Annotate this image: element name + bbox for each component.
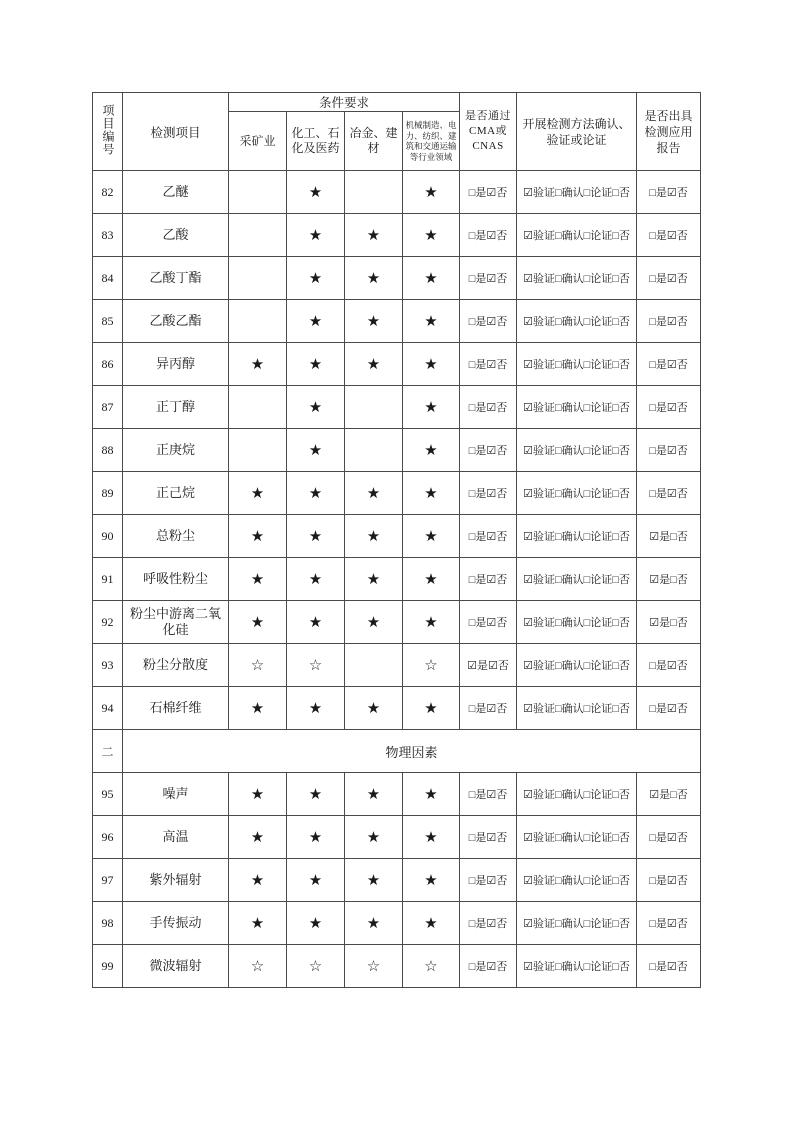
section-number: 二 [93,730,123,773]
project-id: 97 [93,859,123,902]
report-checkboxes: □是☑否 [637,214,701,257]
industry-mark-cell: ★ [287,859,345,902]
industry-mark-cell: ★ [287,300,345,343]
cma-checkboxes: □是☑否 [460,816,517,859]
industry-mark-cell: ★ [345,773,403,816]
cma-checkboxes: □是☑否 [460,859,517,902]
project-id: 88 [93,429,123,472]
industry-mark-cell: ★ [287,816,345,859]
method-checkboxes: ☑验证□确认□论证□否 [517,300,637,343]
method-checkboxes: ☑验证□确认□论证□否 [517,945,637,988]
industry-mark-cell: ★ [345,687,403,730]
report-checkboxes: ☑是□否 [637,601,701,644]
industry-mark-cell: ★ [345,343,403,386]
report-checkboxes: □是☑否 [637,429,701,472]
detection-item-name: 呼吸性粉尘 [123,558,229,601]
industry-mark-cell: ★ [229,773,287,816]
method-checkboxes: ☑验证□确认□论证□否 [517,644,637,687]
table-row [93,859,701,902]
table-row [93,300,701,343]
industry-mark-cell [229,386,287,429]
industry-mark-cell: ★ [229,343,287,386]
project-id: 92 [93,601,123,644]
industry-mark-cell: ★ [287,902,345,945]
project-id: 87 [93,386,123,429]
industry-mark-cell: ★ [403,515,460,558]
method-checkboxes: ☑验证□确认□论证□否 [517,429,637,472]
industry-mark-cell: ★ [403,558,460,601]
table-body [93,171,701,988]
detection-item-name: 手传振动 [123,902,229,945]
table-row [93,472,701,515]
col-header-industry-chemical: 化工、石化及医药 [287,112,345,171]
industry-mark-cell: ★ [345,515,403,558]
report-checkboxes: ☑是□否 [637,558,701,601]
cma-checkboxes: □是☑否 [460,343,517,386]
col-header-project-id [93,93,123,171]
industry-mark-cell: ★ [287,429,345,472]
detection-item-name: 正己烷 [123,472,229,515]
detection-item-name: 乙酸 [123,214,229,257]
industry-mark-cell: ★ [229,601,287,644]
cma-checkboxes: □是☑否 [460,214,517,257]
project-id: 86 [93,343,123,386]
project-id: 83 [93,214,123,257]
cma-checkboxes: □是☑否 [460,601,517,644]
method-checkboxes: ☑验证□确认□论证□否 [517,687,637,730]
industry-mark-cell: ★ [229,902,287,945]
industry-mark-cell: ★ [287,386,345,429]
industry-mark-cell: ★ [345,300,403,343]
table-row [93,644,701,687]
report-checkboxes: □是☑否 [637,687,701,730]
method-checkboxes: ☑验证□确认□论证□否 [517,171,637,214]
table-row [93,515,701,558]
industry-mark-cell: ★ [403,902,460,945]
detection-item-name: 正丁醇 [123,386,229,429]
industry-mark-cell: ★ [345,902,403,945]
detection-item-name: 微波辐射 [123,945,229,988]
report-checkboxes: □是☑否 [637,644,701,687]
industry-mark-cell: ☆ [229,945,287,988]
col-header-cma-cnas: 是否通过CMA或CNAS [460,93,517,171]
detection-items-table [92,92,701,988]
cma-checkboxes: □是☑否 [460,687,517,730]
project-id: 82 [93,171,123,214]
industry-mark-cell: ☆ [345,945,403,988]
industry-mark-cell [229,429,287,472]
section-title: 物理因素 [123,730,701,773]
project-id: 94 [93,687,123,730]
report-checkboxes: □是☑否 [637,343,701,386]
report-checkboxes: □是☑否 [637,257,701,300]
report-checkboxes: □是☑否 [637,171,701,214]
industry-mark-cell: ★ [403,429,460,472]
industry-mark-cell: ★ [287,515,345,558]
col-header-condition-requirements: 条件要求 [229,93,460,112]
cma-checkboxes: □是☑否 [460,300,517,343]
industry-mark-cell: ★ [287,601,345,644]
industry-mark-cell [229,171,287,214]
industry-mark-cell [229,257,287,300]
industry-mark-cell: ★ [345,859,403,902]
project-id: 96 [93,816,123,859]
table-row [93,214,701,257]
industry-mark-cell [229,214,287,257]
method-checkboxes: ☑验证□确认□论证□否 [517,515,637,558]
project-id: 84 [93,257,123,300]
industry-mark-cell: ★ [403,257,460,300]
industry-mark-cell [345,386,403,429]
industry-mark-cell: ★ [403,859,460,902]
table-row [93,816,701,859]
cma-checkboxes: □是☑否 [460,515,517,558]
industry-mark-cell: ★ [403,472,460,515]
cma-checkboxes: □是☑否 [460,945,517,988]
industry-mark-cell: ★ [229,472,287,515]
industry-mark-cell: ★ [287,343,345,386]
cma-checkboxes: □是☑否 [460,558,517,601]
industry-mark-cell: ☆ [403,644,460,687]
industry-mark-cell: ☆ [403,945,460,988]
cma-checkboxes: □是☑否 [460,773,517,816]
industry-mark-cell: ★ [403,386,460,429]
detection-item-name: 乙酸乙酯 [123,300,229,343]
cma-checkboxes: □是☑否 [460,472,517,515]
cma-checkboxes: ☑是☑否 [460,644,517,687]
project-id: 90 [93,515,123,558]
detection-item-name: 粉尘中游离二氧化硅 [123,601,229,644]
industry-mark-cell: ★ [287,214,345,257]
report-checkboxes: □是☑否 [637,945,701,988]
table-row [93,773,701,816]
industry-mark-cell: ★ [345,214,403,257]
industry-mark-cell: ★ [403,214,460,257]
method-checkboxes: ☑验证□确认□论证□否 [517,386,637,429]
industry-mark-cell: ★ [287,558,345,601]
section-row [93,730,701,773]
detection-item-name: 噪声 [123,773,229,816]
report-checkboxes: □是☑否 [637,859,701,902]
industry-mark-cell: ☆ [287,644,345,687]
detection-item-name: 正庚烷 [123,429,229,472]
method-checkboxes: ☑验证□确认□论证□否 [517,257,637,300]
industry-mark-cell: ★ [403,816,460,859]
industry-mark-cell [229,300,287,343]
project-id: 98 [93,902,123,945]
industry-mark-cell: ★ [403,343,460,386]
method-checkboxes: ☑验证□确认□论证□否 [517,343,637,386]
industry-mark-cell: ★ [229,558,287,601]
detection-item-name: 乙酸丁酯 [123,257,229,300]
industry-mark-cell: ★ [229,816,287,859]
industry-mark-cell: ★ [287,472,345,515]
col-header-industry-mining: 采矿业 [229,112,287,171]
cma-checkboxes: □是☑否 [460,386,517,429]
industry-mark-cell: ★ [403,773,460,816]
table-row [93,171,701,214]
report-checkboxes: □是☑否 [637,902,701,945]
method-checkboxes: ☑验证□确认□论证□否 [517,472,637,515]
project-id: 99 [93,945,123,988]
industry-mark-cell: ★ [345,257,403,300]
industry-mark-cell: ★ [345,558,403,601]
industry-mark-cell: ☆ [229,644,287,687]
table-row [93,687,701,730]
report-checkboxes: □是☑否 [637,816,701,859]
industry-mark-cell: ★ [229,687,287,730]
detection-item-name: 紫外辐射 [123,859,229,902]
industry-mark-cell: ★ [287,773,345,816]
detection-item-name: 高温 [123,816,229,859]
detection-item-name: 乙醚 [123,171,229,214]
col-header-project-id-label: 项目编号 [101,104,115,156]
col-header-application-report: 是否出具检测应用报告 [637,93,701,171]
project-id: 85 [93,300,123,343]
method-checkboxes: ☑验证□确认□论证□否 [517,558,637,601]
table-row [93,343,701,386]
detection-item-name: 总粉尘 [123,515,229,558]
industry-mark-cell: ★ [403,601,460,644]
cma-checkboxes: □是☑否 [460,171,517,214]
col-header-industry-metallurgy: 冶金、建材 [345,112,403,171]
detection-item-name: 石棉纤维 [123,687,229,730]
table-row [93,558,701,601]
project-id: 91 [93,558,123,601]
industry-mark-cell [345,429,403,472]
method-checkboxes: ☑验证□确认□论证□否 [517,214,637,257]
industry-mark-cell: ★ [229,859,287,902]
industry-mark-cell: ★ [345,816,403,859]
cma-checkboxes: □是☑否 [460,257,517,300]
report-checkboxes: ☑是□否 [637,773,701,816]
method-checkboxes: ☑验证□确认□论证□否 [517,902,637,945]
table-row [93,902,701,945]
table-header [93,93,701,171]
cma-checkboxes: □是☑否 [460,429,517,472]
table-row [93,945,701,988]
project-id: 93 [93,644,123,687]
project-id: 95 [93,773,123,816]
industry-mark-cell: ★ [287,257,345,300]
project-id: 89 [93,472,123,515]
industry-mark-cell: ★ [403,171,460,214]
report-checkboxes: □是☑否 [637,300,701,343]
industry-mark-cell: ★ [287,171,345,214]
method-checkboxes: ☑验证□确认□论证□否 [517,816,637,859]
table-row [93,429,701,472]
industry-mark-cell: ★ [403,687,460,730]
industry-mark-cell [345,171,403,214]
table-row [93,257,701,300]
industry-mark-cell: ☆ [287,945,345,988]
method-checkboxes: ☑验证□确认□论证□否 [517,773,637,816]
cma-checkboxes: □是☑否 [460,902,517,945]
report-checkboxes: □是☑否 [637,386,701,429]
industry-mark-cell: ★ [403,300,460,343]
table-row [93,386,701,429]
method-checkboxes: ☑验证□确认□论证□否 [517,859,637,902]
report-checkboxes: □是☑否 [637,472,701,515]
col-header-industry-machinery: 机械制造、电力、纺织、建筑和交通运输等行业领域 [403,112,460,171]
industry-mark-cell: ★ [229,515,287,558]
report-checkboxes: ☑是□否 [637,515,701,558]
col-header-detection-item: 检测项目 [123,93,229,171]
industry-mark-cell [345,644,403,687]
table-row [93,601,701,644]
industry-mark-cell: ★ [345,472,403,515]
col-header-method-confirmation: 开展检测方法确认、验证或论证 [517,93,637,171]
detection-item-name: 异丙醇 [123,343,229,386]
industry-mark-cell: ★ [345,601,403,644]
detection-item-name: 粉尘分散度 [123,644,229,687]
method-checkboxes: ☑验证□确认□论证□否 [517,601,637,644]
industry-mark-cell: ★ [287,687,345,730]
